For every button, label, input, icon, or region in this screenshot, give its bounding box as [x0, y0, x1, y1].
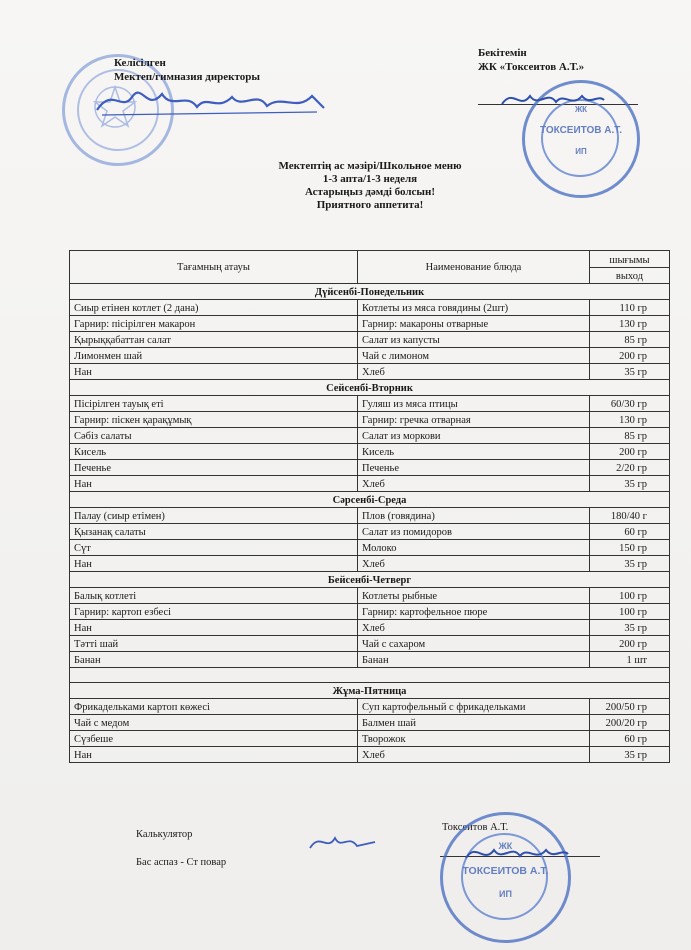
dish-row [70, 636, 670, 652]
dish-name-kz: Кисель [70, 444, 358, 460]
footer-calculator: Калькулятор [136, 829, 193, 840]
col-header-yield-kz: шығымы [590, 251, 670, 268]
menu-title-line4: Приятного аппетита! [316, 199, 424, 211]
dish-name-ru: Банан [358, 652, 590, 668]
dish-yield: 35 гр [590, 747, 670, 763]
dish-name-kz: Гарнир: пісірілген макарон [70, 316, 358, 332]
dish-row [70, 715, 670, 731]
dish-row [70, 556, 670, 572]
dish-row [70, 620, 670, 636]
director-signature-icon [92, 82, 332, 122]
dish-row [70, 699, 670, 715]
dish-name-kz: Нан [70, 620, 358, 636]
day-name: Бейсенбі-Четверг [70, 572, 670, 588]
approve-label: Бекітемін [478, 47, 527, 59]
day-name: Сейсенбі-Вторник [70, 380, 670, 396]
dish-name-ru: Кисель [358, 444, 590, 460]
menu-table [69, 250, 670, 763]
dish-name-ru: Гарнир: гречка отварная [358, 412, 590, 428]
right-stamp-code: ИП [575, 147, 587, 156]
dish-row [70, 588, 670, 604]
col-header-ru: Наименование блюда [358, 251, 590, 284]
dish-yield: 130 гр [590, 412, 670, 428]
dish-name-kz: Палау (сиыр етімен) [70, 508, 358, 524]
day-row [70, 683, 670, 699]
dish-yield: 180/40 г [590, 508, 670, 524]
menu-title [240, 160, 500, 212]
dish-row [70, 444, 670, 460]
director-label: Мектеп/гимназия директоры [114, 71, 260, 83]
dish-name-kz: Қызанақ салаты [70, 524, 358, 540]
dish-yield: 130 гр [590, 316, 670, 332]
dish-name-kz: Сүт [70, 540, 358, 556]
dish-yield: 35 гр [590, 476, 670, 492]
day-row [70, 284, 670, 300]
dish-name-ru: Гарнир: картофельное пюре [358, 604, 590, 620]
dish-row [70, 508, 670, 524]
dish-row [70, 460, 670, 476]
dish-name-kz: Сәбіз салаты [70, 428, 358, 444]
dish-yield: 2/20 гр [590, 460, 670, 476]
dish-yield: 85 гр [590, 332, 670, 348]
footer-owner: Токсеитов А.Т. [442, 822, 509, 833]
dish-name-kz: Тәтті шай [70, 636, 358, 652]
dish-name-ru: Салат из моркови [358, 428, 590, 444]
dish-name-kz: Печенье [70, 460, 358, 476]
menu-title-line1: Мектептің ас мәзірі/Школьное меню [278, 160, 462, 172]
bottom-stamp-name: ТОКСЕИТОВ А.Т. [462, 865, 549, 877]
dish-yield: 200 гр [590, 444, 670, 460]
dish-name-ru: Молоко [358, 540, 590, 556]
dish-name-ru: Творожок [358, 731, 590, 747]
approval-right [478, 46, 584, 74]
dish-name-ru: Плов (говядина) [358, 508, 590, 524]
dish-name-kz: Нан [70, 476, 358, 492]
right-stamp-letters: ЖК [574, 105, 588, 114]
dish-yield: 150 гр [590, 540, 670, 556]
dish-yield: 60 гр [590, 731, 670, 747]
dish-name-ru: Салат из помидоров [358, 524, 590, 540]
dish-name-kz: Нан [70, 364, 358, 380]
col-header-kz: Тағамның атауы [70, 251, 358, 284]
day-name: Жұма-Пятница [70, 683, 670, 699]
dish-name-ru: Хлеб [358, 747, 590, 763]
right-stamp-name: ТОКСЕИТОВ А.Т. [539, 125, 623, 136]
dish-row [70, 731, 670, 747]
dish-name-kz: Пісірілген тауық еті [70, 396, 358, 412]
calculator-signature-icon [305, 828, 385, 858]
dish-name-ru: Балмен шай [358, 715, 590, 731]
dish-yield: 35 гр [590, 620, 670, 636]
dish-name-ru: Хлеб [358, 364, 590, 380]
dish-row [70, 524, 670, 540]
bottom-stamp-code: ИП [499, 889, 512, 899]
dish-yield: 100 гр [590, 588, 670, 604]
approval-left [114, 56, 260, 84]
dish-name-ru: Чай с сахаром [358, 636, 590, 652]
dish-name-ru: Суп картофельный с фрикадельками [358, 699, 590, 715]
dish-yield: 110 гр [590, 300, 670, 316]
dish-name-kz: Банан [70, 652, 358, 668]
dish-row [70, 300, 670, 316]
dish-yield: 200 гр [590, 636, 670, 652]
dish-name-ru: Хлеб [358, 556, 590, 572]
spacer-row [70, 668, 670, 683]
dish-row [70, 428, 670, 444]
dish-name-ru: Гарнир: макароны отварные [358, 316, 590, 332]
dish-name-kz: Нан [70, 747, 358, 763]
dish-row [70, 396, 670, 412]
entrepreneur-label: ЖК «Токсеитов А.Т.» [478, 61, 585, 73]
dish-row [70, 604, 670, 620]
dish-row [70, 316, 670, 332]
day-row [70, 492, 670, 508]
dish-yield: 200 гр [590, 348, 670, 364]
dish-name-ru: Котлеты рыбные [358, 588, 590, 604]
dish-yield: 85 гр [590, 428, 670, 444]
dish-row [70, 348, 670, 364]
dish-row [70, 747, 670, 763]
dish-yield: 60 гр [590, 524, 670, 540]
dish-row [70, 412, 670, 428]
dish-name-kz: Гарнир: картоп езбесі [70, 604, 358, 620]
footer-chef: Бас аспаз - Ст повар [136, 857, 227, 868]
bottom-stamp-letters: ЖК [498, 841, 513, 851]
dish-row [70, 332, 670, 348]
dish-yield: 35 гр [590, 364, 670, 380]
dish-name-ru: Хлеб [358, 476, 590, 492]
dish-name-ru: Салат из капусты [358, 332, 590, 348]
dish-name-kz: Лимонмен шай [70, 348, 358, 364]
dish-name-ru: Котлеты из мяса говядины (2шт) [358, 300, 590, 316]
dish-yield: 100 гр [590, 604, 670, 620]
day-name: Сәрсенбі-Среда [70, 492, 670, 508]
dish-name-kz: Чай с медом [70, 715, 358, 731]
dish-yield: 1 шт [590, 652, 670, 668]
owner-signature-icon [462, 838, 572, 868]
dish-row [70, 364, 670, 380]
dish-row [70, 540, 670, 556]
agreed-label: Келісілген [114, 57, 166, 69]
dish-name-kz: Нан [70, 556, 358, 572]
dish-name-kz: Фрикадельками картоп көжесі [70, 699, 358, 715]
day-row [70, 380, 670, 396]
dish-name-kz: Балық котлеті [70, 588, 358, 604]
dish-name-kz: Сүзбеше [70, 731, 358, 747]
bottom-official-stamp-icon [440, 812, 571, 943]
menu-title-line3: Астарыңыз дәмді болсын! [304, 186, 436, 198]
dish-name-ru: Гуляш из мяса птицы [358, 396, 590, 412]
col-header-yield-ru: выход [590, 267, 670, 284]
day-name: Дүйсенбі-Понедельник [70, 284, 670, 300]
spacer-cell [70, 668, 670, 683]
dish-row [70, 652, 670, 668]
dish-row [70, 476, 670, 492]
dish-name-ru: Хлеб [358, 620, 590, 636]
dish-yield: 35 гр [590, 556, 670, 572]
dish-name-kz: Гарнир: піскен қарақұмық [70, 412, 358, 428]
dish-name-ru: Печенье [358, 460, 590, 476]
menu-title-line2: 1-3 апта/1-3 неделя [322, 173, 418, 185]
dish-name-ru: Чай с лимоном [358, 348, 590, 364]
dish-yield: 200/50 гр [590, 699, 670, 715]
dish-name-kz: Сиыр етінен котлет (2 дана) [70, 300, 358, 316]
dish-name-kz: Қырыққабаттан салат [70, 332, 358, 348]
dish-yield: 200/20 гр [590, 715, 670, 731]
day-row [70, 572, 670, 588]
dish-yield: 60/30 гр [590, 396, 670, 412]
entrepreneur-signature-icon [498, 82, 608, 116]
